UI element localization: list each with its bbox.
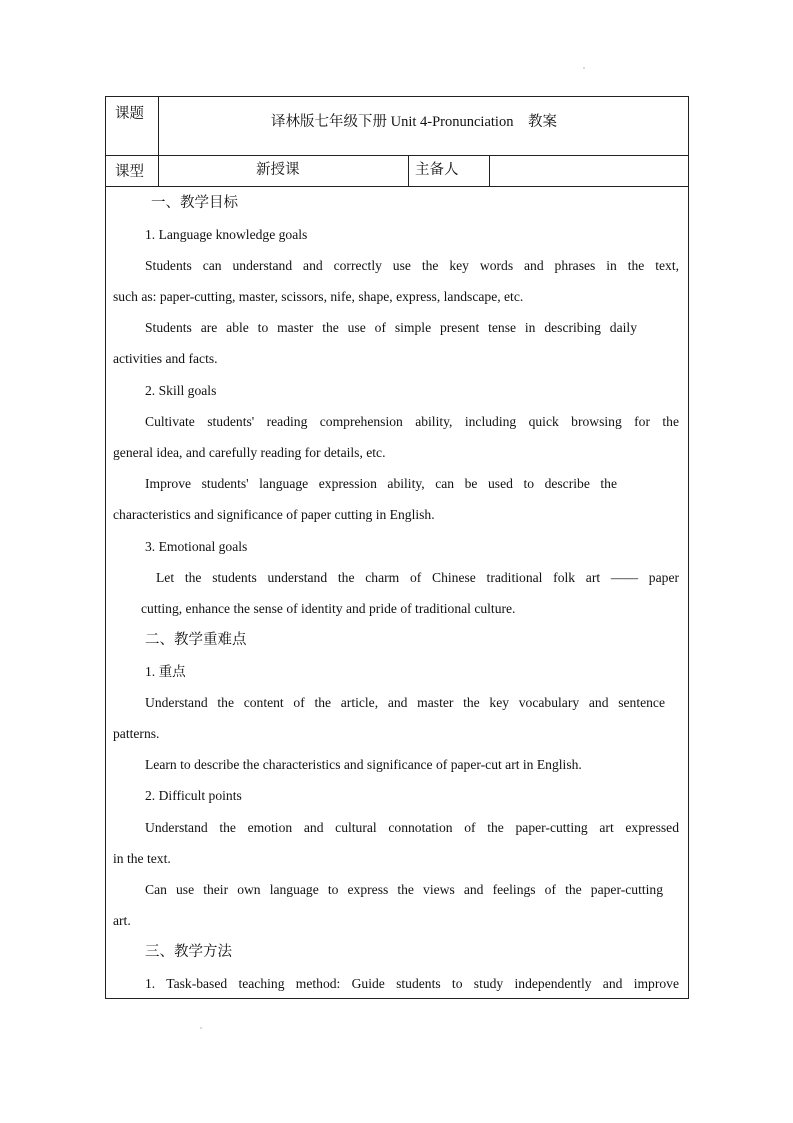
subheading: 1. Language knowledge goals: [145, 227, 308, 242]
text-line: 1. Task-based teaching method: Guide students to study independently and improve: [145, 976, 679, 991]
text-line: in the text.: [113, 851, 171, 866]
text-line: Let the students understand the charm of Chinese traditional folk art —— paper: [156, 570, 679, 585]
lesson-plan-table: [105, 96, 689, 999]
subheading: 2. Skill goals: [145, 383, 217, 398]
lesson-title: 译林版七年级下册 Unit 4-Pronunciation 教案: [271, 114, 557, 130]
text-line: patterns.: [113, 726, 160, 741]
subheading: 3. Emotional goals: [145, 539, 248, 554]
scan-speck: [583, 67, 585, 69]
table-divider: [106, 155, 688, 156]
text-line: Can use their own language to express the views and feelings of the paper-cutting: [145, 882, 663, 897]
section-heading-methods: 三、教学方法: [145, 944, 232, 960]
label-lesson-title: 课题: [115, 106, 144, 122]
label-lesson-type: 课型: [115, 164, 144, 180]
text-line: such as: paper-cutting, master, scissors, nife, shape, express, landscape, etc.: [113, 289, 524, 304]
text-line: Improve students' language expression ability, can be used to describe the: [145, 476, 617, 491]
text-line: activities and facts.: [113, 351, 218, 366]
text-line: Cultivate students' reading comprehension ability, including quick browsing for the: [145, 414, 679, 429]
subheading: 2. Difficult points: [145, 788, 242, 803]
text-line: Students can understand and correctly use the key words and phrases in the text,: [145, 258, 679, 273]
lesson-type-value: 新授课: [256, 162, 300, 178]
table-divider: [158, 97, 159, 187]
text-line: characteristics and significance of paper cutting in English.: [113, 507, 435, 522]
section-heading-key-points: 二、教学重难点: [145, 632, 247, 648]
text-line: general idea, and carefully reading for details, etc.: [113, 445, 386, 460]
text-line: cutting, enhance the sense of identity and pride of traditional culture.: [141, 601, 516, 616]
label-preparer: 主备人: [415, 162, 459, 178]
text-line: Learn to describe the characteristics and significance of paper-cut art in English.: [145, 757, 582, 772]
text-line: Understand the content of the article, and master the key vocabulary and sentence: [145, 695, 665, 710]
subheading: 1. 重点: [145, 664, 186, 679]
text-line: Understand the emotion and cultural connotation of the paper-cutting art expressed: [145, 820, 679, 835]
table-divider: [408, 155, 409, 187]
scan-speck: [200, 1027, 202, 1029]
table-divider: [489, 155, 490, 187]
table-divider: [106, 186, 688, 187]
text-line: art.: [113, 913, 131, 928]
text-line: Students are able to master the use of simple present tense in describing daily: [145, 320, 637, 335]
section-heading-objectives: 一、教学目标: [151, 195, 238, 211]
